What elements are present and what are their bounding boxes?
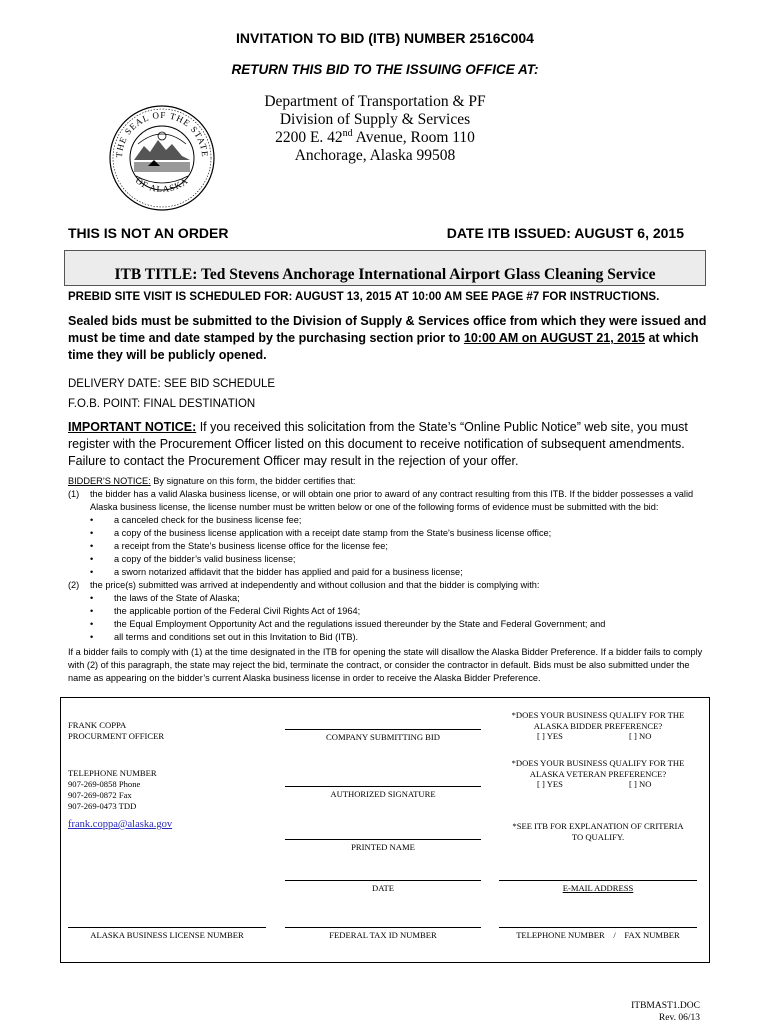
document-footer (631, 1000, 700, 1024)
phone-fax-line[interactable] (499, 927, 697, 928)
issuing-office-address (210, 93, 540, 165)
signature-label: AUTHORIZED SIGNATURE (330, 789, 436, 799)
svg-text:THE SEAL OF THE STATE: THE SEAL OF THE STATE (113, 109, 211, 158)
address-line-3: 2200 E. 42nd Avenue, Room 110 (275, 127, 475, 146)
sealed-bids-paragraph: Sealed bids must be submitted to the Division of Supply & Services office from which they were issued and must be time and date stamped by the purchasing section prior to 10:00 AM on AUGUST 21, 2015 at which time they will be publicly opened. (68, 314, 707, 362)
date-line[interactable] (285, 880, 481, 881)
tax-id-label: FEDERAL TAX ID NUMBER (329, 930, 437, 940)
return-instruction: RETURN THIS BID TO THE ISSUING OFFICE AT: (231, 62, 539, 77)
list-item: • all terms and conditions set out in this Invitation to Bid (ITB). (68, 631, 708, 644)
fob-point: F.O.B. POINT: FINAL DESTINATION (68, 398, 256, 410)
not-an-order-notice: THIS IS NOT AN ORDER (68, 225, 229, 241)
list-item: • a copy of the business license application with a receipt date stamp from the State's business license office; (68, 527, 708, 540)
revision: Rev. 06/13 (658, 1013, 700, 1023)
date-issued: DATE ITB ISSUED: AUGUST 6, 2015 (446, 225, 684, 241)
bidder-preference-question: *DOES YOUR BUSINESS QUALIFY FOR THE ALASKA BIDDER PREFERENCE? (511, 710, 685, 731)
svg-text:OF ALASKA: OF ALASKA (133, 175, 191, 195)
tax-id-line[interactable] (285, 927, 481, 928)
date-label: DATE (372, 883, 394, 893)
veteran-pref-no[interactable]: [ ] NO (629, 779, 652, 789)
itb-title: ITB TITLE: Ted Stevens Anchorage International Airport Glass Cleaning Service (114, 266, 656, 283)
phone-fax-label: TELEPHONE NUMBER / FAX NUMBER (516, 930, 680, 940)
company-line[interactable] (285, 729, 481, 730)
important-notice-label: IMPORTANT NOTICE: (68, 420, 197, 434)
list-item: • the Equal Employment Opportunity Act and the regulations issued thereunder by the State and Federal Government; and (68, 618, 708, 631)
officer-contact: TELEPHONE NUMBER 907-269-0858 Phone 907-269-0872 Fax 907-269-0473 TDD (68, 768, 157, 811)
bidder-preference-paragraph: If a bidder fails to comply with (1) at the time designated in the ITB for opening the state will disallow the Alaska Bidder Preference. If a bidder fails to comply with (2) of this paragraph, the state may reject the bid, terminate the contract, or consider the contractor in default. Bids must be also submitted under the name as appearing on the bidder’s current Alaska business license in order to receive the Alaska Bidder Preference. (68, 647, 703, 683)
printed-name-line[interactable] (285, 839, 481, 840)
bidder-pref-yes[interactable]: [ ] YES (537, 731, 563, 741)
itb-number-title: INVITATION TO BID (ITB) NUMBER 2516C004 (236, 30, 534, 46)
compliance-list (68, 592, 708, 644)
signature-line[interactable] (285, 786, 481, 787)
address-line-2: Division of Supply & Services (279, 111, 471, 128)
email-label: E-MAIL ADDRESS (562, 883, 634, 893)
list-item: • a receipt from the State’s business license office for the license fee; (68, 540, 708, 553)
bidder-pref-no[interactable]: [ ] NO (629, 731, 652, 741)
list-item: • a sworn notarized affidavit that the bidder has applied and paid for a business license; (68, 566, 708, 579)
license-evidence-list (68, 514, 708, 579)
list-item: • a copy of the bidder’s valid business license; (68, 553, 708, 566)
criteria-note: *SEE ITB FOR EXPLANATION OF CRITERIA TO QUALIFY. (512, 821, 684, 842)
veteran-pref-yes[interactable]: [ ] YES (537, 779, 563, 789)
email-line[interactable] (499, 880, 697, 881)
prebid-visit-notice: PREBID SITE VISIT IS SCHEDULED FOR: AUGUST 13, 2015 AT 10:00 AM SEE PAGE #7 FOR INSTRUCTIONS. (68, 291, 660, 303)
officer-email-link[interactable]: frank.coppa@alaska.gov (68, 819, 173, 830)
company-label: COMPANY SUBMITTING BID (326, 732, 440, 742)
printed-name-label: PRINTED NAME (351, 842, 415, 852)
procurement-officer: FRANK COPPA PROCURMENT OFFICER (68, 720, 165, 741)
document-id: ITBMAST1.DOC (631, 1001, 700, 1011)
bidders-notice-label: BIDDER’S NOTICE: (68, 476, 151, 486)
bid-signature-form (60, 697, 710, 963)
state-seal (108, 104, 216, 212)
address-line-1: Department of Transportation & PF (264, 93, 486, 110)
bid-deadline: 10:00 AM on AUGUST 21, 2015 (463, 331, 645, 345)
list-item: • a canceled check for the business license fee; (68, 514, 708, 527)
license-label: ALASKA BUSINESS LICENSE NUMBER (90, 930, 244, 940)
veteran-preference-question: *DOES YOUR BUSINESS QUALIFY FOR THE ALASKA VETERAN PREFERENCE? (511, 758, 685, 779)
important-notice: IMPORTANT NOTICE: If you received this solicitation from the State’s “Online Public Notice” web site, you must register with the Procurement Officer listed on this document to receive notification of subsequent amendments. Failure to contact the Procurement Officer may result in the rejection of your offer. (68, 420, 688, 468)
license-line[interactable] (68, 927, 266, 928)
address-line-4: Anchorage, Alaska 99508 (294, 147, 456, 164)
bidders-notice: BIDDER’S NOTICE: By signature on this form, the bidder certifies that: (1) the bidder has a valid Alaska business license, or will obtain one prior to award of any contract resulting from this ITB. If the bidder possesses a valid Alaska business license, the license number must be written below or one of the following forms of evidence must be submitted with the bid: • a canceled check for the business license fee; • a copy of the business license application with a receipt date stamp from the State's business license office; • a receipt from the State’s business license office for the license fee; • a copy of the bidder’s valid business license; • a sworn notarized affidavit that the bidder has applied and paid for a business license; (2) the price(s) submitted was arrived at independently and without collusion and that the bidder is complying with: • the laws of the State of Alaska; • the applicable portion of the Federal Civil Rights Act of 1964; • the Equal Employment Opportunity Act and the regulations issued thereunder by the State and Federal Government; and • all terms and conditions set out in this Invitation to Bid (ITB). (68, 475, 708, 644)
list-item: • the laws of the State of Alaska; (68, 592, 708, 605)
delivery-date: DELIVERY DATE: SEE BID SCHEDULE (68, 378, 276, 390)
list-item: • the applicable portion of the Federal Civil Rights Act of 1964; (68, 605, 708, 618)
